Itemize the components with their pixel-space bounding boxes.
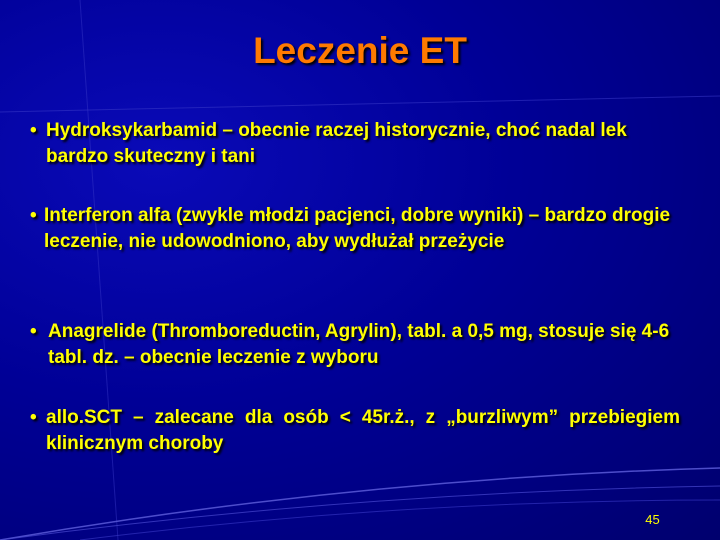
bullet-item [30,319,680,371]
bullet-icon: • [30,321,37,342]
bullet-icon: • [30,407,37,428]
bullet-icon: • [30,205,37,226]
bullet-item [30,203,680,255]
bullet-text: Interferon alfa (zwykle młodzi pacjenci, dobre wyniki) – bardzo drogie leczenie, nie udowodniono, aby wydłużał przeżycie [44,205,671,252]
bullet-item [30,405,680,457]
bullet-text: Anagrelide (Thromboreductin, Agrylin), tabl. a 0,5 mg, stosuje się 4-6 tabl. dz. – obecnie leczenie z wyboru [48,321,670,368]
bullet-text: allo.SCT – zalecane dla osób < 45r.ż., z „burzliwym” przebiegiem klinicznym choroby [46,407,680,454]
bullet-text: Hydroksykarbamid – obecnie raczej historycznie, choć nadal lek bardzo skuteczny i tani [46,120,627,167]
slide-title: Leczenie ET [253,30,467,71]
bullet-icon: • [30,120,37,141]
bullet-item [30,118,680,170]
page-number: 45 [645,512,660,527]
